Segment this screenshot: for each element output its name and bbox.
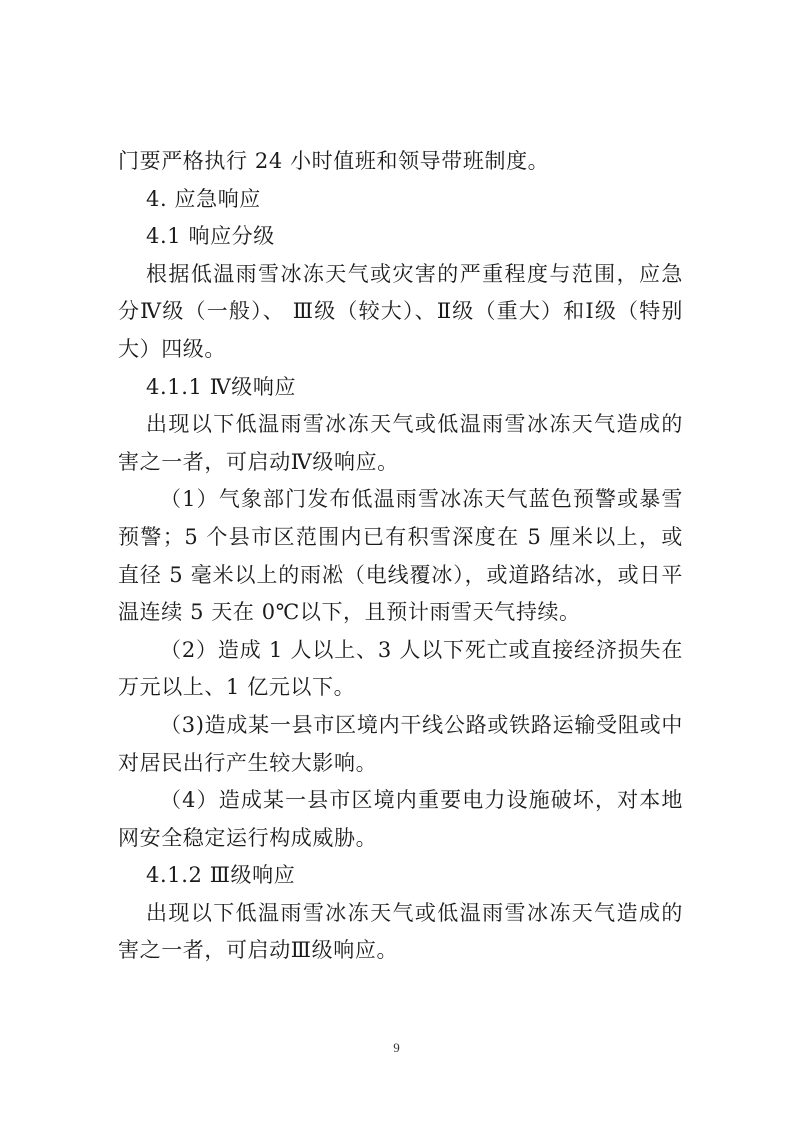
subsection-heading: 4.1 响应分级 [146, 224, 275, 249]
list-item-line: 温连续 5 天在 0℃以下，且预计雨雪天气持续。 [118, 600, 581, 625]
subsection-heading: 4.1.1 Ⅳ级响应 [146, 374, 297, 399]
paragraph-line: 门要严格执行 24 小时值班和领导带班制度。 [118, 149, 550, 173]
paragraph-line: 根据低温雨雪冰冻天气或灾害的严重程度与范围，应急 [146, 261, 683, 286]
section-heading: 4. 应急响应 [146, 186, 261, 211]
paragraph-line: 出现以下低温雨雪冰冻天气或低温雨雪冰冻天气造成的 [146, 900, 683, 925]
page-number: 9 [393, 1040, 400, 1055]
paragraph-line: 分Ⅳ级（一般）、 Ⅲ级（较大）、Ⅱ级（重大）和Ⅰ级（特别 [118, 299, 683, 324]
list-item-line: （2）造成 1 人以上、3 人以下死亡或直接经济损失在 [160, 637, 683, 662]
list-item-line: 网安全稳定运行构成威胁。 [118, 825, 378, 850]
list-item-line: （4）造成某一县市区境内重要电力设施破坏，对本地 [160, 788, 683, 813]
document-body [118, 143, 683, 970]
list-item-line: （3)造成某一县市区境内干线公路或铁路运输受阻或中 [160, 712, 683, 737]
subsection-heading: 4.1.2 Ⅲ级响应 [146, 863, 296, 888]
paragraph-line: 害之一者，可启动Ⅲ级响应。 [118, 938, 399, 963]
paragraph-line: 出现以下低温雨雪冰冻天气或低温雨雪冰冻天气造成的 [146, 412, 683, 437]
list-item-line: 对居民出行产生较大影响。 [118, 750, 378, 775]
list-item-line: 万元以上、1 亿元以下。 [118, 675, 356, 700]
list-item-line: （1）气象部门发布低温雨雪冰冻天气蓝色预警或暴雪 [160, 487, 683, 512]
list-item-line: 直径 5 毫米以上的雨凇（电线覆冰），或道路结冰，或日平 [118, 562, 683, 587]
paragraph-line: 害之一者，可启动Ⅳ级响应。 [118, 449, 399, 474]
paragraph-line: 大）四级。 [118, 336, 226, 361]
list-item-line: 预警；5 个县市区范围内已有积雪深度在 5 厘米以上，或 [118, 524, 683, 549]
